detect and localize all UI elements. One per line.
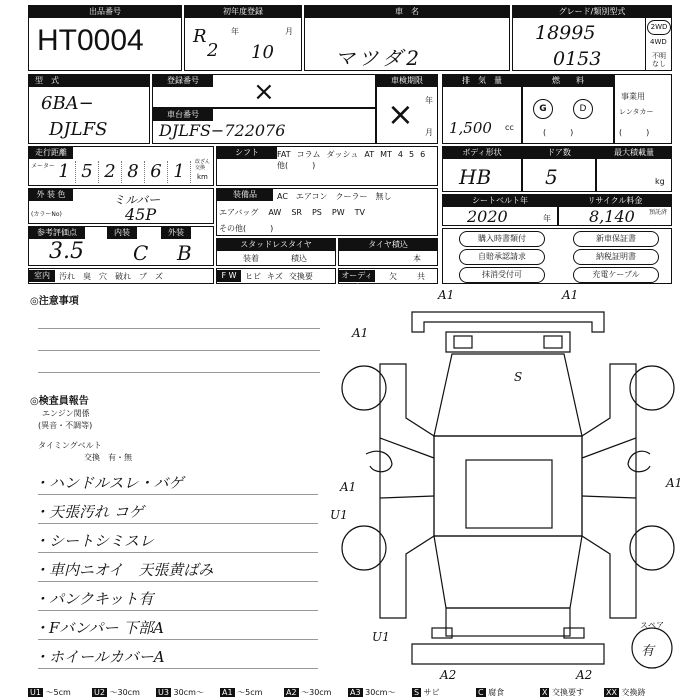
usage-box (614, 74, 672, 144)
wheel-front-left (342, 366, 386, 410)
grade-label: グレード/類別型式 (513, 6, 671, 18)
inspection-month-unit: 月 (425, 128, 433, 137)
handwritten-note: ・車内ニオイ 天張黄ばみ (34, 561, 214, 579)
legend-item (284, 687, 331, 699)
equipment-option: PS (311, 208, 322, 217)
note-line (38, 581, 318, 582)
rear-bumper (412, 644, 604, 664)
recycle-label: リサイクル料金 (559, 195, 671, 207)
shift-option: 6 (420, 150, 426, 159)
car-damage-diagram (320, 288, 690, 684)
left-door-line-2 (380, 496, 434, 498)
registration-number-value: × (253, 77, 275, 107)
mileage-digit: 8 (122, 161, 145, 183)
fuel-d: D (579, 104, 587, 114)
chassis-label: 車台番号 (153, 109, 213, 121)
legend-item (28, 687, 71, 699)
first-registration-box (184, 5, 302, 71)
inspection-label: 車検期限 (377, 75, 437, 87)
first-reg-month: 10 (251, 42, 274, 63)
mark-rear-a2-left: A2 (440, 668, 457, 682)
note-line (38, 639, 318, 640)
recycle-sub: 預託済 (649, 209, 668, 216)
equipment-option: エアバッグ (219, 208, 259, 217)
interior-option: ズ (155, 272, 163, 281)
doors-value: 5 (545, 165, 558, 189)
tire-load-label: タイヤ積込 (339, 239, 437, 251)
fw-row (216, 268, 336, 284)
capacity-label: 最大積載量 (597, 147, 671, 159)
registration-number-box (152, 74, 376, 108)
interior-option: 臭 (83, 272, 91, 281)
wheel-rear-left (342, 526, 386, 570)
shift-option: MT (380, 150, 392, 159)
model-label: 型 式 (29, 75, 149, 87)
grade-value: 18995 (535, 22, 596, 44)
equipment-option: 無し (375, 192, 392, 201)
rear-window (434, 536, 582, 608)
legend-code: U1 (30, 688, 41, 697)
hood-panel (446, 332, 570, 352)
mileage-sub: 改ざん 交換 (195, 159, 211, 171)
equipment-option: SR (291, 208, 302, 217)
mark-rear-a2-right: A2 (576, 668, 593, 682)
studless-label: スタッドレスタイヤ (217, 239, 335, 251)
doc-cancel: 抹消受付可 (459, 267, 545, 283)
car-name-label: 車 名 (305, 6, 509, 18)
mileage-meter-label: メーター (31, 163, 56, 170)
body-type-label: ボディ形状 (443, 147, 521, 159)
fuel-label: 燃 料 (523, 75, 613, 87)
usage-rental: レンタカー (619, 108, 654, 116)
km-unit: km (197, 173, 208, 181)
first-registration-label: 初年度登録 (185, 6, 301, 18)
legend-text: 〜30cm (298, 688, 332, 697)
fw-options (245, 271, 319, 282)
handwritten-note: ・シートシミスレ (34, 532, 155, 550)
usage-other: ( ) (619, 128, 650, 137)
studless-box (216, 238, 336, 266)
month-unit: 月 (285, 27, 293, 36)
right-door-line (582, 438, 636, 458)
legend-text: 〜30cm (106, 688, 140, 697)
note-line (38, 350, 320, 351)
exterior-color-box (28, 188, 214, 224)
grade-box (512, 5, 672, 71)
interior-option: ブ (139, 272, 147, 281)
score-box (28, 226, 214, 266)
damage-scribble-left (366, 451, 392, 472)
handwritten-note: ・天張汚れ コゲ (34, 503, 144, 521)
equipment-option: AW (268, 208, 282, 217)
fw-label: F W (217, 270, 241, 282)
first-reg-era: R (193, 26, 207, 47)
legend-text: 〜5cm (234, 688, 263, 697)
tire-load-box (338, 238, 438, 266)
exterior-color-label: 外 装 色 (29, 189, 73, 201)
drive-2wd-label: 2WD (650, 23, 668, 31)
audio-row (338, 268, 438, 292)
capacity-box (596, 146, 672, 192)
displacement-value: 1,500 (449, 119, 492, 137)
legend-code: XX (606, 688, 617, 697)
legend-code: U2 (94, 688, 105, 697)
audio-opt-2: 共 (417, 272, 425, 281)
inspection-year-unit: 年 (425, 96, 433, 105)
mileage-digit: 2 (99, 161, 122, 183)
exterior-color-value: ミルバー (113, 193, 161, 207)
mark-right-a1: A1 (666, 476, 683, 490)
legend-code: U3 (158, 688, 169, 697)
shift-option: FAT (277, 150, 291, 159)
recycle-box (558, 194, 672, 226)
registration-number-label: 登録番号 (153, 75, 213, 87)
legend-text: 腐食 (485, 688, 505, 697)
seatbelt-box (442, 194, 558, 226)
doc-charge-cable: 充電ケーブル (573, 267, 659, 283)
note-line (38, 668, 318, 669)
legend-code: S (414, 688, 420, 697)
inspection-box (376, 74, 438, 144)
drive-none-label: 不明 なし (652, 52, 666, 68)
doc-purchase-papers: 購入時書類付 (459, 231, 545, 247)
roof (466, 460, 552, 528)
shift-options (277, 149, 435, 171)
grade-sub-value: 0153 (553, 48, 602, 70)
equipment-option: クーラー (335, 192, 368, 201)
exterior-score-label: 外装 (161, 227, 191, 239)
displacement-label: 排 気 量 (443, 75, 521, 87)
displacement-box (442, 74, 522, 144)
timing-label: タイミングベルト (38, 441, 102, 450)
legend-item (156, 687, 204, 699)
legend-code: A2 (286, 688, 297, 697)
front-bumper (412, 312, 604, 332)
body-type-box (442, 146, 522, 192)
right-side-panels (582, 364, 636, 618)
first-reg-year: 2 (207, 40, 219, 61)
right-door-line-2 (582, 496, 636, 498)
legend-text: 30cm〜 (170, 688, 204, 697)
mark-rear-u1: U1 (372, 630, 390, 644)
headlight-left (454, 336, 472, 348)
legend-item (476, 687, 504, 699)
shift-option: ダッシュ (326, 150, 359, 159)
shift-box (216, 146, 438, 186)
engine-label: エンジン関係 (42, 409, 90, 418)
interior-score-value: C (133, 241, 149, 265)
drive-column (645, 18, 672, 70)
seatbelt-unit: 年 (543, 214, 551, 223)
legend-text: 〜5cm (42, 688, 71, 697)
shift-option: 4 (397, 150, 404, 159)
shift-option: AT (364, 150, 375, 159)
equipment-row-2 (219, 207, 375, 218)
color-code-label: (カラーNo) (31, 211, 62, 218)
note-line (38, 372, 320, 373)
interior-option: 汚れ (59, 272, 75, 281)
studless-mounted: 装着 (243, 254, 259, 263)
seatbelt-label: シートベルト年 (443, 195, 557, 207)
exterior-score-value: B (177, 241, 192, 265)
fuel-g-circled (533, 99, 553, 119)
handwritten-note: ・ホイールカバーA (34, 648, 165, 666)
stock-number-box (28, 5, 182, 71)
note-line (38, 494, 318, 495)
shift-option: 他( ) (277, 161, 316, 170)
note-line (38, 523, 318, 524)
legend-item (348, 687, 395, 699)
damage-scribble-right (628, 451, 650, 472)
interior-row-label: 室内 (29, 270, 55, 282)
model-value-1: 6BA− (41, 93, 94, 114)
handwritten-note: ・Fバンパー 下部A (34, 619, 164, 637)
doc-tax-cert: 納税証明書 (573, 249, 659, 265)
mileage-digit: 1 (53, 161, 76, 183)
color-code-value: 45P (125, 205, 157, 224)
model-value-2: DJLFS (49, 119, 108, 140)
headlight-right (544, 336, 562, 348)
equipment-option: AC (277, 192, 288, 201)
interior-condition-row (28, 268, 214, 284)
legend-code: A1 (222, 688, 233, 697)
studless-loaded: 積込 (291, 254, 307, 263)
legend-code: X (542, 688, 548, 697)
equipment-row-1 (277, 191, 400, 202)
capacity-unit: kg (655, 177, 665, 186)
doc-insurance: 自賠承認請求 (459, 249, 545, 265)
mark-fender-a1: A1 (352, 326, 369, 340)
spare-value: 有 (641, 644, 655, 659)
chassis-box (152, 108, 376, 144)
equipment-option: PW (331, 208, 345, 217)
recycle-value: 8,140 (589, 207, 635, 226)
legend-item (412, 687, 440, 699)
documents-box (442, 228, 672, 284)
note-line (38, 552, 318, 553)
equipment-label: 装備品 (217, 189, 273, 201)
fw-option: キズ (267, 272, 283, 281)
seatbelt-value: 2020 (467, 207, 508, 226)
timing-sub: 交換 有・無 (84, 453, 132, 462)
car-name-value: マツダ2 (335, 46, 423, 70)
spare-label: スペア (640, 621, 664, 630)
inspector-title: ◎検査員報告 (30, 396, 89, 407)
legend-item (604, 687, 646, 699)
mark-left-a1: A1 (340, 480, 357, 494)
chassis-value: DJLFS−722076 (159, 121, 286, 140)
car-name-box (304, 5, 510, 71)
stock-number-label: 出品番号 (29, 6, 181, 18)
mileage-digit: 1 (168, 161, 191, 183)
legend-item (92, 687, 140, 699)
fw-option: ヒビ (245, 272, 261, 281)
interior-option: 破れ (115, 272, 131, 281)
score-value: 3.5 (49, 239, 84, 264)
shift-option: 5 (409, 150, 415, 159)
fuel-other: ( ) (543, 128, 574, 137)
legend-text: 交換要す (549, 688, 585, 697)
cc-unit: cc (505, 123, 514, 132)
audio-opt-1: 欠 (389, 272, 397, 281)
tire-unit: 本 (413, 254, 421, 263)
model-box (28, 74, 150, 144)
mileage-box (28, 146, 214, 186)
drive-2wd-circled (647, 20, 671, 35)
legend-code: A3 (350, 688, 361, 697)
legend-code: C (478, 688, 484, 697)
damage-legend (28, 687, 670, 699)
mark-front-a1-left: A1 (438, 288, 455, 302)
mark-roof-s: S (514, 370, 523, 384)
fw-option: 交換要 (288, 272, 313, 281)
trunk (446, 608, 570, 636)
mileage-label: 走行距離 (29, 147, 73, 159)
shift-label: シフト (217, 147, 277, 159)
cabin-outline (434, 436, 582, 536)
interior-row-options (59, 271, 171, 282)
body-type-value: HB (459, 165, 492, 189)
windshield (434, 354, 582, 436)
doors-box (522, 146, 596, 192)
equipment-other: その他( ) (219, 224, 274, 233)
mileage-digit: 5 (76, 161, 99, 183)
note-line (38, 328, 320, 329)
equipment-box (216, 188, 438, 236)
doors-label: ドア数 (523, 147, 595, 159)
left-side-panels (380, 364, 434, 618)
stock-number-value: HT0004 (37, 24, 144, 57)
doc-warranty: 新車保証書 (573, 231, 659, 247)
fuel-g: G (539, 104, 547, 114)
legend-text: サビ (421, 688, 440, 697)
mark-front-a1-right: A1 (562, 288, 579, 302)
mileage-digits (53, 161, 191, 185)
engine-sub: (異音・不調等) (38, 421, 93, 430)
caution-title: ◎注意事項 (30, 296, 79, 307)
handwritten-note: ・パンクキット有 (34, 590, 154, 608)
shift-option: コラム (296, 150, 321, 159)
equipment-option: エアコン (295, 192, 328, 201)
legend-item (220, 687, 262, 699)
handwritten-note: ・ハンドルスレ・バゲ (34, 474, 184, 492)
year-unit: 年 (231, 27, 239, 36)
legend-item (540, 687, 584, 699)
legend-text: 交換跡 (618, 688, 646, 697)
drive-4wd-label: 4WD (650, 38, 667, 46)
fuel-d-circle (573, 99, 593, 119)
score-label: 参考評価点 (29, 227, 85, 239)
note-line (38, 610, 318, 611)
legend-text: 30cm〜 (362, 688, 396, 697)
audio-label: オーディオ (339, 270, 375, 282)
inspection-value: × (387, 95, 414, 133)
mark-left-u1: U1 (330, 508, 348, 522)
handwritten-notes (34, 472, 324, 682)
fuel-box (522, 74, 614, 144)
equipment-option: TV (354, 208, 365, 217)
usage-business: 事業用 (621, 92, 645, 101)
interior-option: 穴 (99, 272, 107, 281)
interior-score-label: 内装 (107, 227, 137, 239)
mileage-digit: 6 (145, 161, 168, 183)
